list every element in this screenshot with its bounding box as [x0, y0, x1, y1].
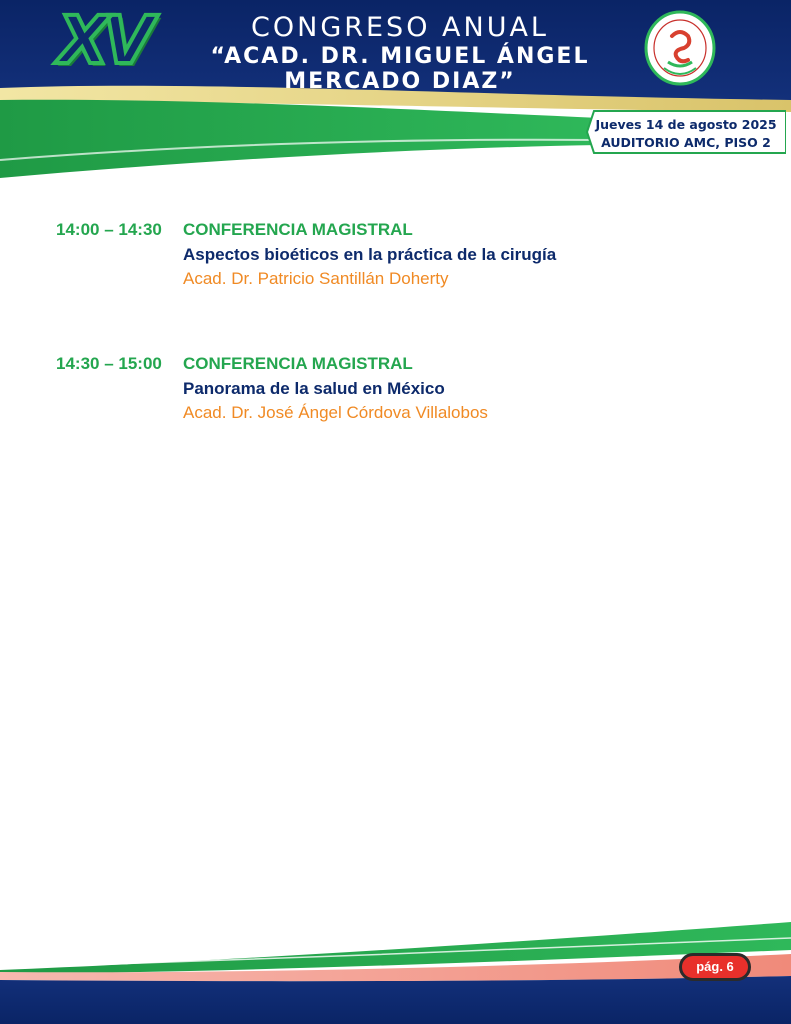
edition-numeral: XV [58, 2, 148, 79]
event-venue: AUDITORIO AMC, PISO 2 [601, 135, 771, 150]
session-time: 14:00 – 14:30 [56, 220, 162, 239]
header-banner [0, 0, 791, 180]
event-date: Jueves 14 de agosto 2025 [595, 117, 777, 132]
session-type: CONFERENCIA MAGISTRAL [183, 220, 413, 239]
session-time: 14:30 – 15:00 [56, 354, 162, 373]
session-topic: Panorama de la salud en México [183, 379, 445, 398]
date-venue-box [586, 110, 786, 154]
congress-honoree: “ACAD. DR. MIGUEL ÁNGEL MERCADO DIAZ” [210, 44, 590, 94]
congress-title: CONGRESO ANUAL [251, 12, 549, 43]
footer-banner [0, 910, 791, 1024]
association-seal-icon [644, 10, 716, 86]
session-topic: Aspectos bioéticos en la práctica de la cirugía [183, 245, 557, 264]
session-type: CONFERENCIA MAGISTRAL [183, 354, 413, 373]
session-speaker: Acad. Dr. José Ángel Córdova Villalobos [183, 403, 488, 422]
page-number-badge: pág. 6 [679, 953, 751, 981]
session-speaker: Acad. Dr. Patricio Santillán Doherty [183, 269, 449, 288]
